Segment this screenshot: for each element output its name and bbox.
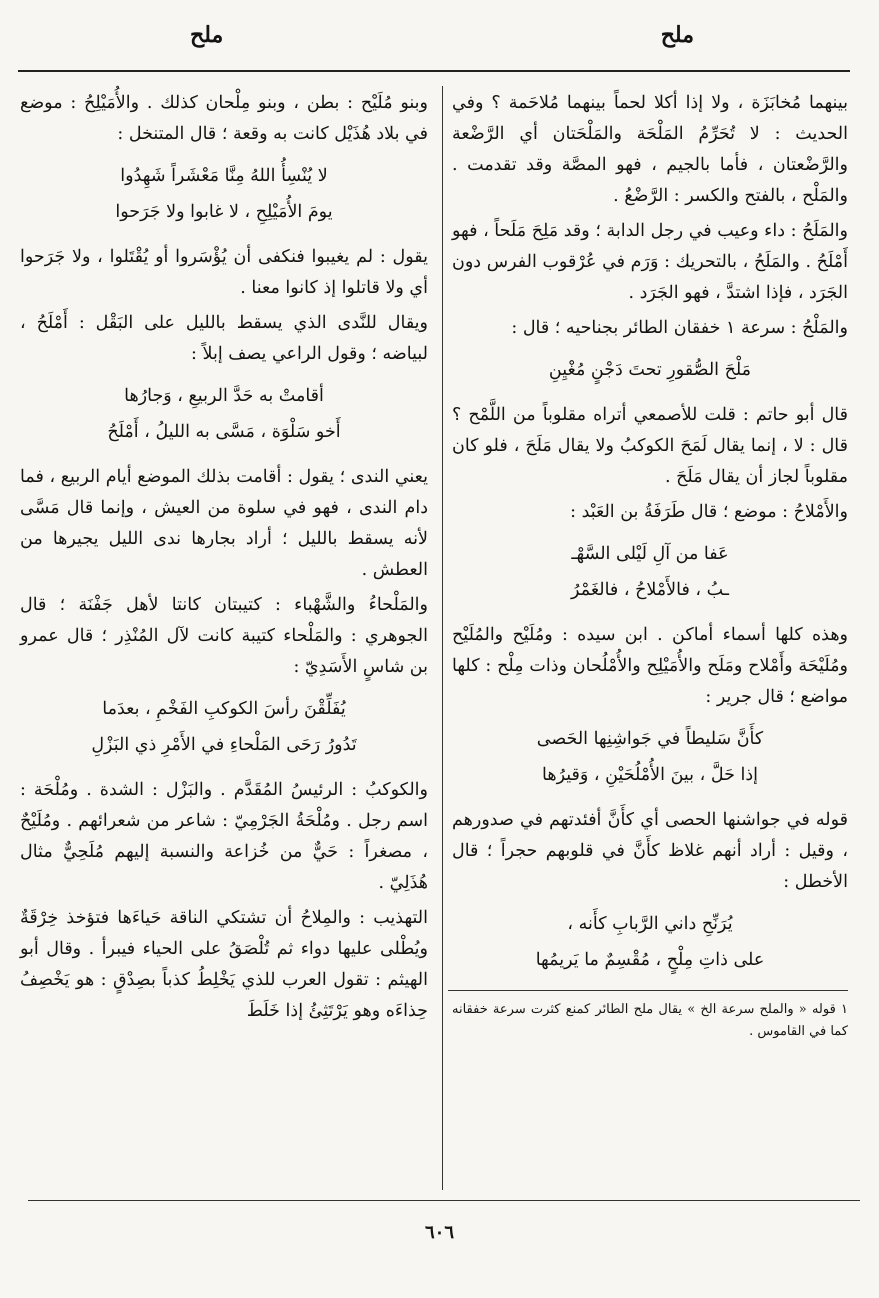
page-number: ٦٠٦	[424, 1222, 454, 1243]
verse	[452, 536, 848, 608]
footnote-rule	[448, 990, 848, 991]
verse-line: مَلْحَ الصُّقورِ تحتَ دَجْنٍ مُغْيِنِ	[548, 360, 752, 380]
entry-paragraph: والأَمْلاحُ : موضع ؛ قال طَرَفَةُ بن العَبْد :	[570, 502, 848, 522]
verse-line: أَخو سَلْوَة ، مَسَّى به الليلُ ، أَمْلَحُ	[107, 422, 341, 442]
verse-line: عَفا من آلِ لَيْلى السَّهْـ	[571, 544, 729, 564]
entry-paragraph: يعني الندى ؛ يقول : أقامت بذلك الموضع أيام الربيع ، فما دام الندى ، فهو في سلوة من العيش ، وإنما قال مَسَّى لأنه يسقط بالليل ؛ أراد بجارها ندى الليل يجيرها من العطش .	[20, 467, 428, 580]
entry-paragraph: التهذيب : والمِلاحُ أن تشتكي الناقة حَياءَها فتؤخذ خِرْقَةٌ ويُطْلى عليها دواء ثم تُلْصَقُ على الحياء فيبرأ . وقال أبو الهيثم : تقول العرب للذي يَخْلِطُ كذباً بصِدْقٍ : هو يَخْصِفُ حِذاءَه وهو يَرْتَثِئُ إذا خَلَطَ	[20, 908, 428, 1021]
verse-line: إذا حَلَّ ، بينَ الأُمْلُحَيْنِ ، وَقيرُها	[542, 765, 758, 785]
entry-paragraph: والكوكبُ : الرئيسُ المُقَدَّم . والبَزْل : الشدة . ومُلْحَة : اسم رجل . ومُلْحَةُ الجَرْمِيّ : شاعر من شعرائهم . ومُلَيْحٌ ، مصغراً : حَيٌّ من خُزاعة والنسبة إليهم مُلَحِيٌّ مثال هُذَلِيّ .	[20, 780, 428, 893]
entry-paragraph: وهذه كلها أسماء أماكن . ابن سيده : ومُلَيْح والمُلَيْح ومُلَيْحَة وأَمْلاح ومَلَح والأُمَيْلِح والأُمْلُحان وذات مِلْح : كلها مواضع ؛ قال جرير :	[452, 625, 848, 707]
verse	[20, 378, 428, 450]
entry-paragraph: قال أبو حاتم : قلت للأصمعي أتراه مقلوباً من اللَّمْح ؟ قال : لا ، إنما يقال لَمَحَ الكوكبُ ولا يقال مَلَحَ ، فلو كان مقلوباً لجاز أن يقال مَلَحَ .	[452, 405, 848, 487]
entry-paragraph: بينهما مُخابَزَة ، ولا إذا أكلا لحماً بينهما مُلاحَمة ؟ وفي الحديث : لا تُحَرِّمُ المَلْحَة والمَلْحَتان أي الرَّضْعة والرَّضْعتان ، فأما بالجيم ، فهو المصَّة وقد تقدمت . والمَلْح ، بالفتح والكسر : الرَّضْعُ .	[452, 93, 848, 206]
verse-line: لا يُنْسِأُ اللهُ مِنَّا مَعْشَراً شَهِدُوا	[120, 166, 328, 186]
footer-rule	[28, 1200, 860, 1201]
running-header-right: ملح	[660, 22, 694, 48]
left-column	[20, 88, 428, 1031]
entry-paragraph: وبنو مُلَيْح : بطن ، وبنو مِلْحان كذلك . والأُمَيْلِحُ : موضع في بلاد هُذَيْل كانت به وقعة ؛ قال المتنخل :	[20, 93, 428, 144]
verse	[452, 721, 848, 793]
column-divider	[442, 86, 443, 1190]
header-rule	[18, 70, 850, 72]
verse-line: ـبُ ، فالأَمْلاحُ ، فالغَمْرُ	[571, 580, 729, 600]
verse-line: تَدُورُ رَحَى المَلْحاءِ في الأَمْرِ ذي البَزْلِ	[91, 735, 357, 755]
verse-line: يومَ الأُمَيْلِحِ ، لا غابوا ولا جَرَحوا	[115, 202, 333, 222]
verse	[452, 352, 848, 388]
entry-paragraph: والمَلْحُ : سرعة ١ خفقان الطائر بجناحيه ؛ قال :	[511, 318, 848, 338]
verse-line: أقامتْ به حَدَّ الربيعِ ، وَجارُها	[124, 386, 324, 406]
entry-paragraph: ويقال للنَّدى الذي يسقط بالليل على البَقْل : أَمْلَحُ ، لبياضه ؛ وقول الراعي يصف إبلاً :	[20, 313, 428, 364]
verse-line: كأَنَّ سَليطاً في جَواشِنِها الحَصى	[536, 729, 764, 749]
verse	[452, 906, 848, 978]
entry-paragraph: والمَلْحاءُ والشَّهْباء : كتيبتان كانتا لأهل جَفْنَة ؛ قال الجوهري : والمَلْحاء كتيبة كانت لآل المُنْذِر ؛ قال عمرو بن شاسٍ الأَسَدِيّ :	[20, 595, 428, 677]
verse	[20, 158, 428, 230]
verse	[20, 691, 428, 763]
footnote: ١ قوله « والملح سرعة الخ » يقال ملح الطائر كمنع كثرت سرعة خفقانه كما في القاموس .	[452, 1002, 848, 1039]
entry-paragraph: قوله في جواشنها الحصى أي كأَنَّ أفئدتهم في صدورهم ، وقيل : أراد أنهم غلاظ كأَنَّ في قلوبهم حجراً ؛ قال الأخطل :	[452, 810, 848, 892]
verse-line: يُرَنِّحِ داني الرَّبابِ كأَنه ،	[567, 914, 733, 934]
entry-paragraph: يقول : لم يغيبوا فنكفى أن يُؤْسَروا أو يُقْتَلوا ، ولا جَرَحوا أي ولا قاتلوا إذ كانوا معنا .	[20, 247, 428, 298]
right-column	[452, 88, 848, 1047]
verse-line: يُفَلِّقْنَ رأسَ الكوكبِ الفَخْمِ ، بعدَما	[102, 699, 346, 719]
running-header-left: ملح	[190, 22, 224, 48]
entry-paragraph: والمَلَحُ : داء وعيب في رجل الدابة ؛ وقد مَلِحَ مَلَحاً ، فهو أَمْلَحُ . والمَلَحُ ، بالتحريك : وَرَم في عُرْقوب الفرس دون الجَرَد ، فإذا اشتدَّ ، فهو الجَرَد .	[452, 221, 848, 303]
verse-line: على ذاتِ مِلْحٍ ، مُقْسِمٌ ما يَريمُها	[535, 950, 765, 970]
